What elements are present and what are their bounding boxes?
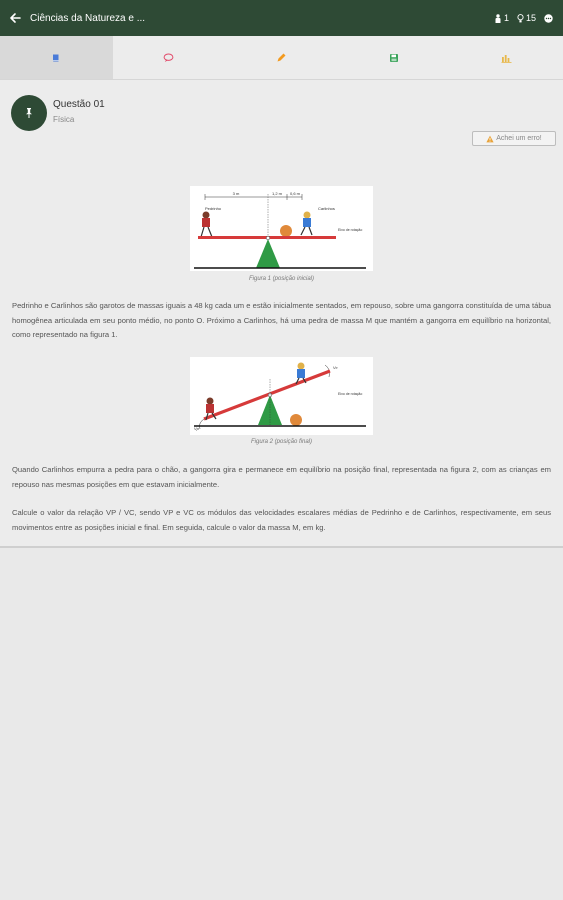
report-error-label: Achei um erro! xyxy=(496,135,542,142)
pin-icon xyxy=(23,107,35,119)
warning-icon xyxy=(486,135,494,143)
app-title: Ciências da Natureza e ... xyxy=(30,12,146,24)
app-bar xyxy=(0,0,563,36)
tab-question[interactable] xyxy=(0,36,113,79)
tab-bar xyxy=(0,36,563,80)
person-icon xyxy=(494,14,502,23)
question-paragraph-2: Quando Carlinhos empurra a pedra para o chão, a gangorra gira e permanece em equilíbrio na posição final, representada na figura 2, com as crianças em repouso nas mesmas posições em que estavam inicialmente. xyxy=(12,465,551,489)
fig2-label-vc: Vc xyxy=(333,365,338,370)
question-subject: Física xyxy=(53,115,75,124)
report-error-button[interactable] xyxy=(472,131,556,146)
seesaw-initial-illustration xyxy=(190,186,373,271)
question-card xyxy=(0,80,563,548)
fig1-label-axis: Eixo de rotação xyxy=(338,228,363,232)
bar-chart-icon xyxy=(501,53,512,63)
lightbulb-icon xyxy=(517,14,524,23)
fig2-label-axis: Eixo de rotação xyxy=(338,392,363,396)
fig1-label-left: Pedrinho xyxy=(205,206,222,211)
stat-users-value: 1 xyxy=(503,13,509,23)
back-button[interactable] xyxy=(0,0,30,36)
back-arrow-icon xyxy=(9,12,21,24)
question-title: Questão 01 xyxy=(53,99,105,110)
tab-stats[interactable] xyxy=(450,36,563,79)
tab-notes[interactable] xyxy=(225,36,338,79)
tab-comments[interactable] xyxy=(113,36,226,79)
stat-users[interactable] xyxy=(494,13,509,23)
stat-hints-value: 15 xyxy=(525,13,536,23)
fig1-label-right: Carlinhos xyxy=(318,206,335,211)
question-paragraph-1: Pedrinho e Carlinhos são garotos de massas iguais a 48 kg cada um e estão inicialmente sentados, em repouso, sobre uma gangorra constituída de uma tábua homogênea articulada em seu ponto médio, no ponto O. Próximo a Carlinhos, há uma pedra de massa M que mantém a gangorra em equilíbrio na horizontal, como representado na figura 1. xyxy=(12,301,551,339)
comment-icon xyxy=(163,53,174,63)
book-icon xyxy=(51,53,61,63)
fig1-dim-a: 3 m xyxy=(232,191,240,196)
pencil-icon xyxy=(276,53,286,63)
fig1-dim-b: 1,2 m xyxy=(271,191,283,196)
tab-save[interactable] xyxy=(338,36,451,79)
more-icon[interactable] xyxy=(544,14,553,23)
stat-hints[interactable] xyxy=(517,13,536,23)
fig1-dim-c: 0,6 m xyxy=(289,191,301,196)
question-paragraph-3: Calcule o valor da relação VP / VC, sendo VP e VC os módulos das velocidades escalares médias de Pedrinho e de Carlinhos, respectivamente, em seus movimentos entre as posições inicial e final. Em seguida, calcule o valor da massa M, em kg. xyxy=(12,508,551,532)
seesaw-final-illustration xyxy=(190,357,373,435)
question-avatar xyxy=(11,95,47,131)
figure-2 xyxy=(190,357,373,435)
fig2-label-vp: Vp xyxy=(194,426,199,431)
save-icon xyxy=(389,53,399,63)
figure-2-caption: Figura 2 (posição final) xyxy=(250,439,313,445)
figure-1 xyxy=(190,186,373,271)
figure-1-caption: Figura 1 (posição inicial) xyxy=(248,276,315,282)
